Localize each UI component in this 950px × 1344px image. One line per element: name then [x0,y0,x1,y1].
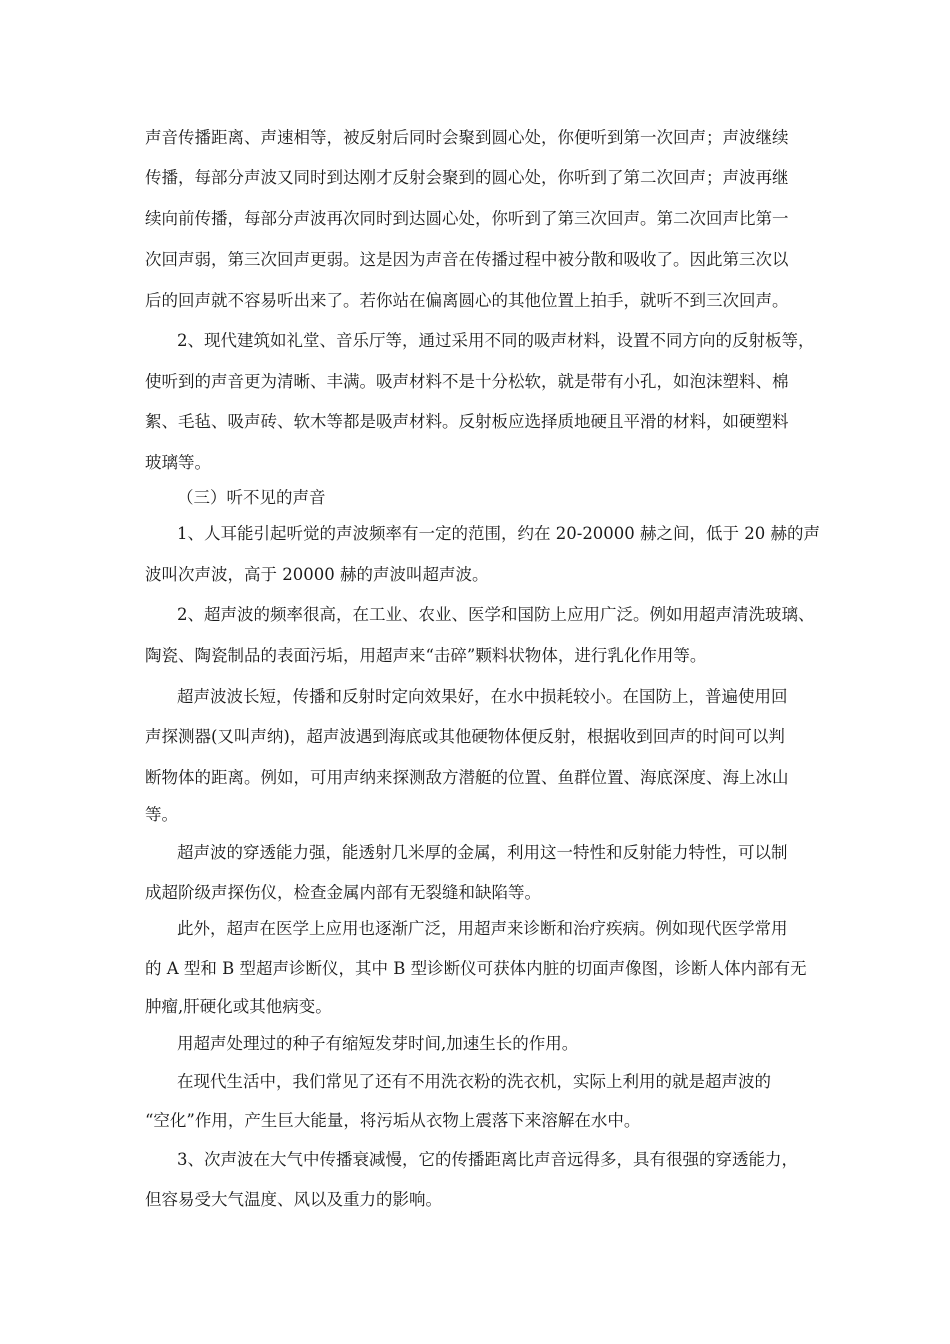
text-line: 次回声弱，第三次回声更弱。这是因为声音在传播过程中被分散和吸收了。因此第三次以 [145,250,789,269]
text-line: 3、次声波在大气中传播衰减慢，它的传播距离比声音远得多，具有很强的穿透能力， [177,1150,798,1169]
text-line: 但容易受大气温度、风以及重力的影响。 [145,1190,442,1209]
text-line: 用超声处理过的种子有缩短发芽时间,加速生长的作用。 [177,1034,579,1053]
text-line: 在现代生活中，我们常见了还有不用洗衣粉的洗衣机，实际上利用的就是超声波的 [177,1072,771,1091]
text-line: 成超阶级声探伤仪，检查金属内部有无裂缝和缺陷等。 [145,883,541,902]
text-line: 声探测器(又叫声纳)，超声波遇到海底或其他硬物体便反射，根据收到回声的时间可以判 [145,727,785,746]
text-line: 肿瘤,肝硬化或其他病变。 [145,997,332,1016]
text-line: 续向前传播，每部分声波再次同时到达圆心处，你听到了第三次回声。第二次回声比第一 [145,209,789,228]
text-line: 1、人耳能引起听觉的声波频率有一定的范围，约在 20-20000 赫之间，低于 20 赫的声 [177,524,821,543]
text-line: 絮、毛毡、吸声砖、软木等都是吸声材料。反射板应选择质地硬且平滑的材料，如硬塑料 [145,412,789,431]
text-line: 使听到的声音更为清晰、丰满。吸声材料不是十分松软，就是带有小孔，如泡沫塑料、棉 [145,372,789,391]
text-line: “空化”作用，产生巨大能量，将污垢从衣物上震落下来溶解在水中。 [145,1111,641,1130]
text-line: 波叫次声波，高于 20000 赫的声波叫超声波。 [145,565,489,584]
text-line: 的 A 型和 B 型超声诊断仪，其中 B 型诊断仪可获体内脏的切面声像图，诊断人体内部有无 [145,959,807,978]
text-line: 2、现代建筑如礼堂、音乐厅等，通过采用不同的吸声材料，设置不同方向的反射板等， [177,331,815,350]
text-line: 超声波的穿透能力强，能透射几米厚的金属，利用这一特性和反射能力特性，可以制 [177,843,788,862]
text-line: 断物体的距离。例如，可用声纳来探测敌方潜艇的位置、鱼群位置、海底深度、海上冰山 [145,768,789,787]
text-line: 超声波波长短，传播和反射时定向效果好，在水中损耗较小。在国防上，普遍使用回 [177,687,788,706]
text-line: 声音传播距离、声速相等，被反射后同时会聚到圆心处，你便听到第一次回声；声波继续 [145,128,789,147]
section-heading: （三）听不见的声音 [177,488,326,507]
text-line: 玻璃等。 [145,453,211,472]
text-line: 后的回声就不容易听出来了。若你站在偏离圆心的其他位置上拍手，就听不到三次回声。 [145,291,789,310]
text-line: 等。 [145,805,178,824]
text-line: 此外，超声在医学上应用也逐渐广泛，用超声来诊断和治疗疾病。例如现代医学常用 [177,919,788,938]
text-line: 传播，每部分声波又同时到达刚才反射会聚到的圆心处，你听到了第二次回声；声波再继 [145,168,789,187]
text-line: 陶瓷、陶瓷制品的表面污垢，用超声来“击碎”颗料状物体，进行乳化作用等。 [145,646,707,665]
text-line: 2、超声波的频率很高，在工业、农业、医学和国防上应用广泛。例如用超声清洗玻璃、 [177,605,815,624]
